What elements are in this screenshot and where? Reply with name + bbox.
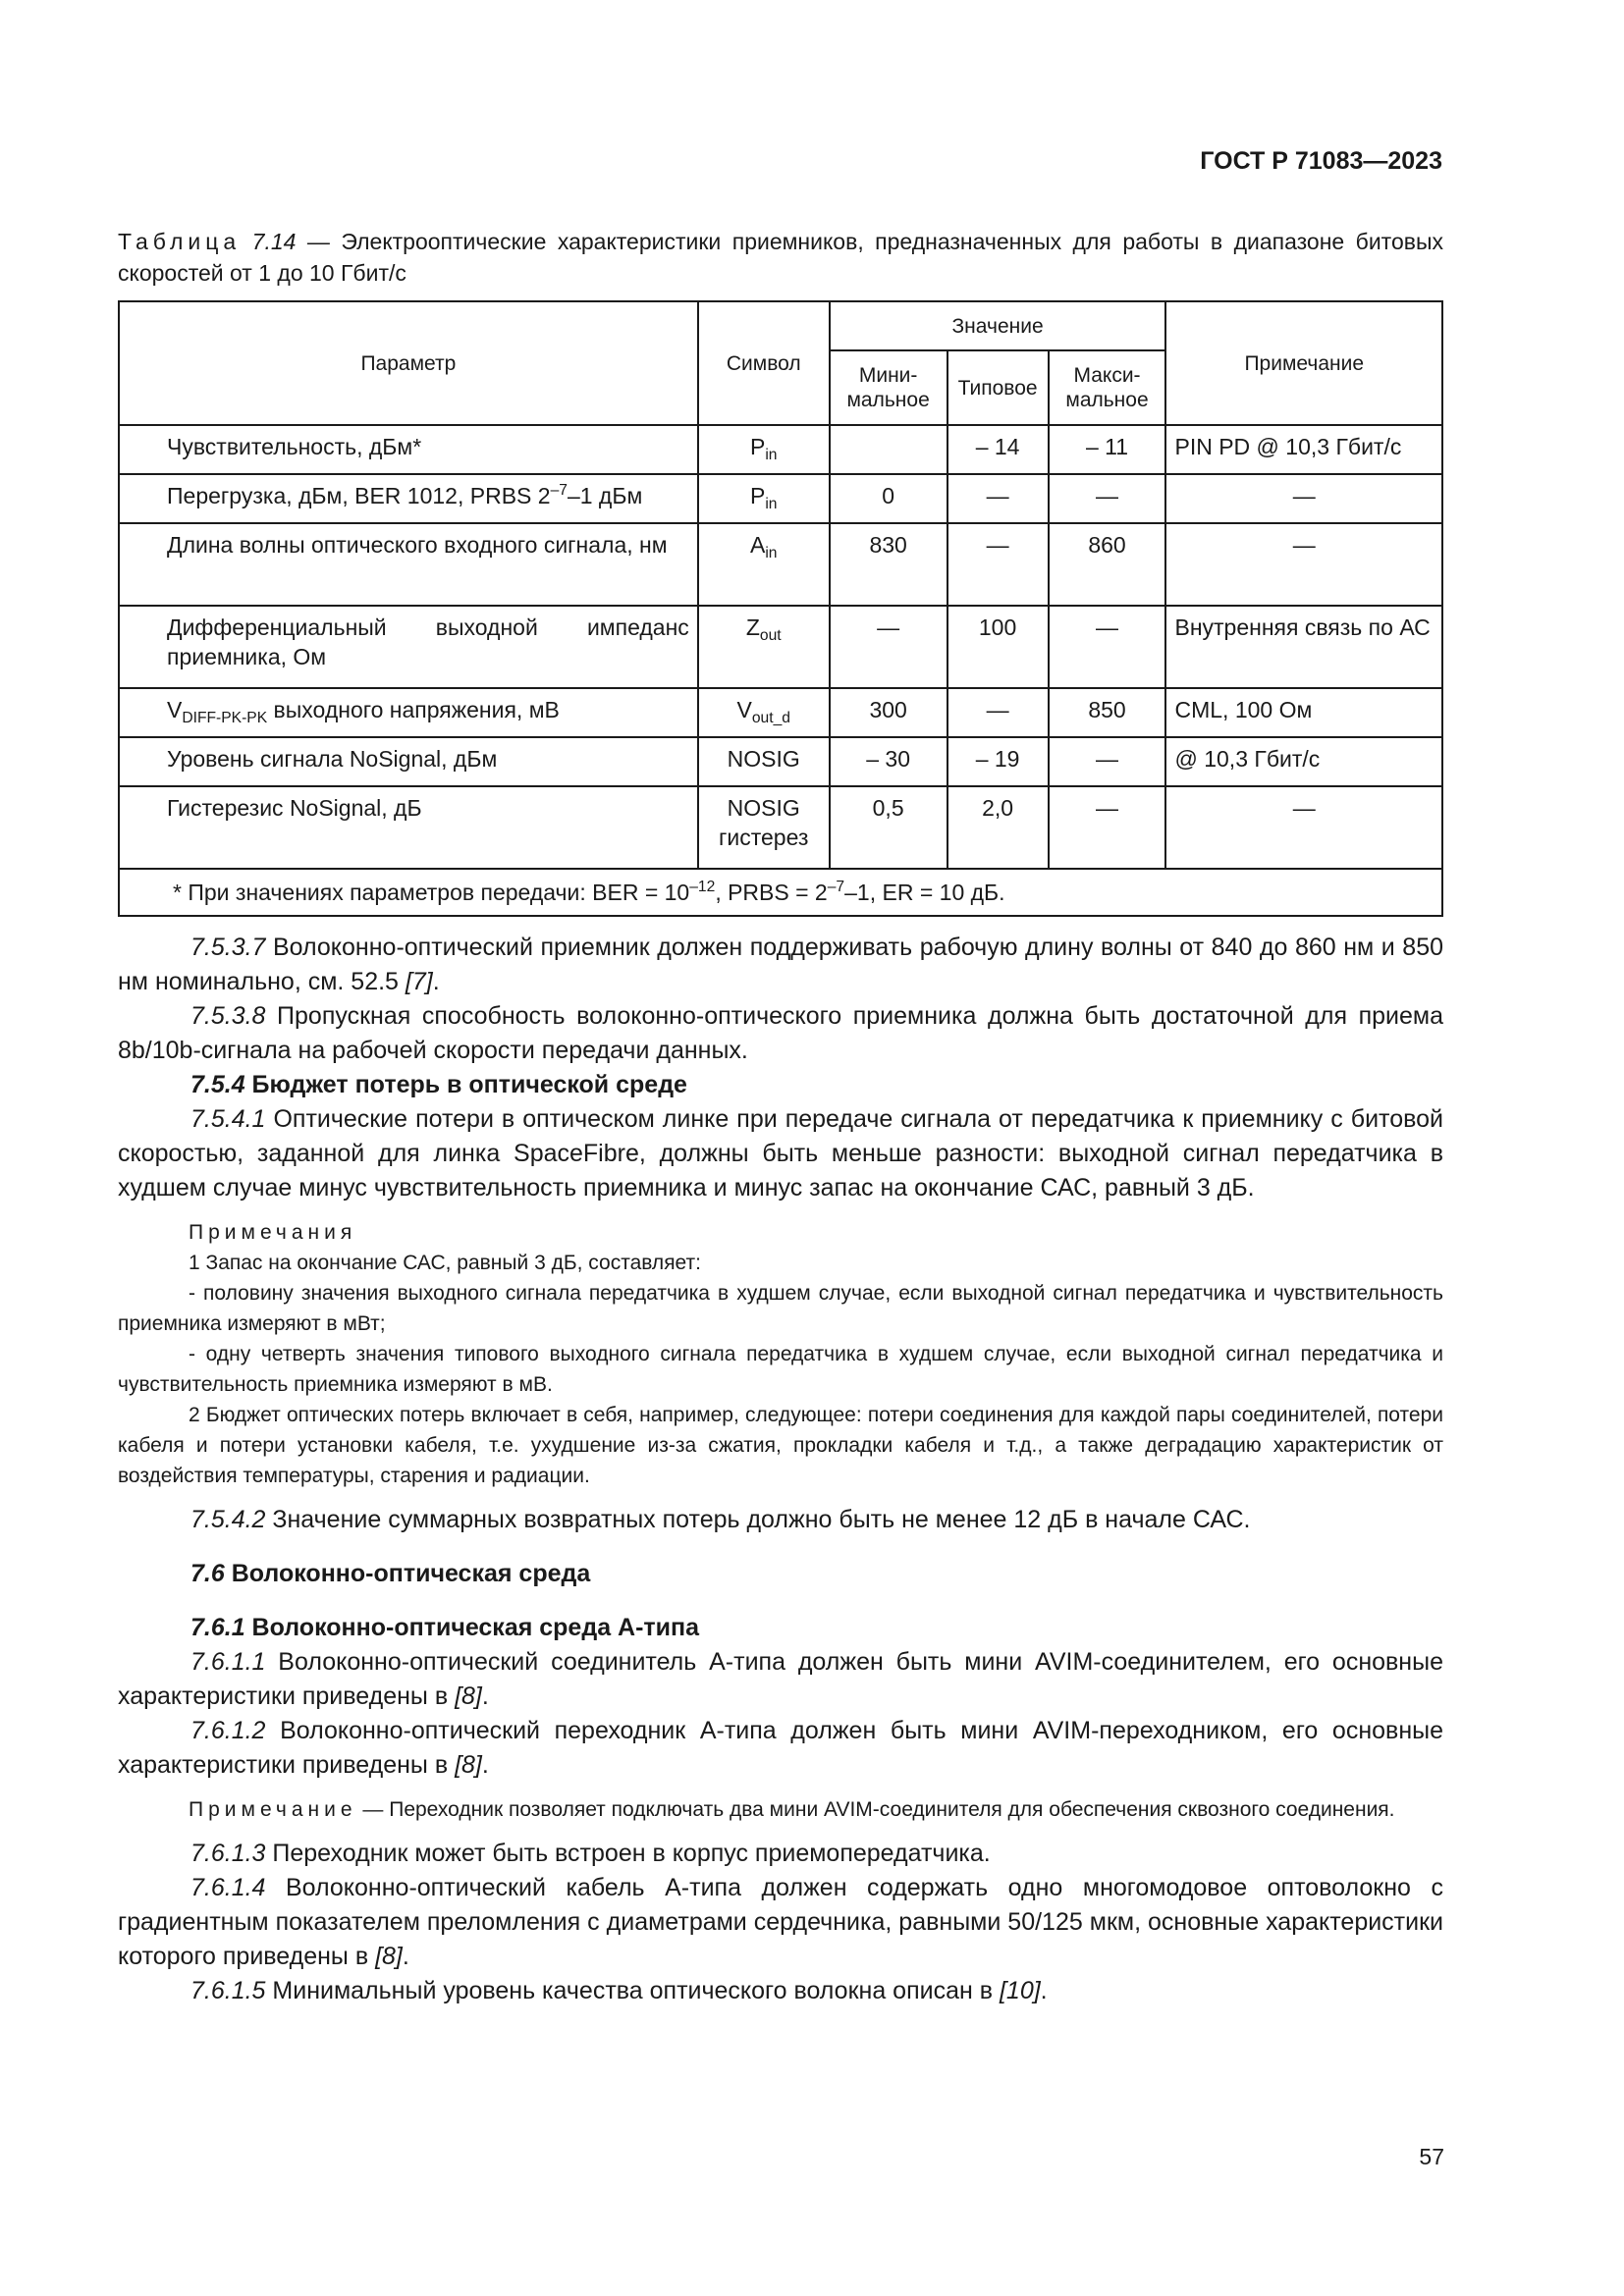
- para-end: .: [432, 968, 440, 995]
- cell-param: Дифференциальный выходной импеданс приемника, Ом: [119, 606, 698, 688]
- para-text: Пропускная способность волоконно-оптического приемника должна быть достаточной для приема 8b/10b-сигнала на рабочей скорости передачи данных.: [118, 1002, 1443, 1064]
- para-text: Минимальный уровень качества оптического волокна описан в: [265, 1977, 1000, 2004]
- reference: [10]: [999, 1977, 1041, 2004]
- cell-min: 0,5: [830, 786, 947, 869]
- header-min: Мини- мальное: [830, 350, 947, 425]
- cell-symbol: $V_{out\_d}$: [698, 688, 830, 737]
- spec-table: [118, 300, 1443, 917]
- para-7-6-1-2: [118, 1714, 1443, 1783]
- cell-max: 860: [1049, 523, 1166, 606]
- heading-number: 7.6.1: [190, 1614, 245, 1641]
- notes-title: Примечания: [189, 1221, 357, 1244]
- cell-typ: 100: [947, 606, 1049, 688]
- table-row: [119, 523, 1442, 606]
- cell-note: PIN PD @ 10,3 Гбит/с: [1165, 425, 1442, 474]
- para-text: Волоконно-оптический кабель А-типа должен содержать одно многомодовое оптоволокно с градиентным показателем преломления с диаметрами сердечника, равными 50/125 мкм, основные характеристики которого приведены в: [118, 1874, 1443, 1970]
- para-7-5-3-8: [118, 999, 1443, 1068]
- cell-typ: —: [947, 523, 1049, 606]
- heading-number: 7.6: [190, 1560, 225, 1587]
- para-text: Оптические потери в оптическом линке при передаче сигнала от передатчика к приемнику с битовой скоростью, заданной для линка SpaceFibre, должны быть меньше разности: выходной сигнал передатчика в худшем случае минус чувствительность приемника и минус запас на окончание САС, равный 3 дБ.: [118, 1105, 1443, 1201]
- cell-max: 850: [1049, 688, 1166, 737]
- para-number: 7.5.3.7: [190, 934, 266, 961]
- para-number: 7.5.3.8: [190, 1002, 266, 1030]
- note-1a: - половину значения выходного сигнала передатчика в худшем случае, если выходной сигнал передатчика и чувствительность приемника измеряют в мВт;: [118, 1282, 1443, 1335]
- cell-param: Перегрузка, дБм, BER 1012, PRBS $2^{-7}-1$ дБм: [119, 474, 698, 523]
- cell-note: @ 10,3 Гбит/с: [1165, 737, 1442, 786]
- heading-7-5-4: [118, 1068, 1443, 1102]
- cell-note: Внутренняя связь по АС: [1165, 606, 1442, 688]
- table-row: [119, 786, 1442, 869]
- cell-param: Уровень сигнала NoSignal, дБм: [119, 737, 698, 786]
- table-caption-text: — Электрооптические характеристики приемников, предназначенных для работы в диапазоне битовых скоростей от 1 до 10 Гбит/с: [118, 229, 1443, 286]
- table-caption: [118, 226, 1443, 289]
- cell-max: —: [1049, 737, 1166, 786]
- cell-symbol: NOSIG гистерез: [698, 786, 830, 869]
- heading-7-6: [118, 1557, 1443, 1591]
- cell-min: 0: [830, 474, 947, 523]
- para-7-6-1-1: [118, 1645, 1443, 1714]
- heading-text: Волоконно-оптическая среда А-типа: [244, 1614, 700, 1641]
- header-max: Макси- мальное: [1049, 350, 1166, 425]
- table-body: [119, 425, 1442, 869]
- para-number: 7.6.1.2: [190, 1717, 266, 1744]
- cell-max: —: [1049, 606, 1166, 688]
- para-end: .: [481, 1751, 489, 1779]
- header-symbol: Символ: [698, 301, 830, 425]
- cell-note: —: [1165, 523, 1442, 606]
- note-1: 1 Запас на окончание САС, равный 3 дБ, составляет:: [189, 1252, 701, 1274]
- para-number: 7.5.4.2: [190, 1506, 266, 1533]
- cell-typ: 2,0: [947, 786, 1049, 869]
- note-1b: - одну четверть значения типового выходного сигнала передатчика в худшем случае, если выходной сигнал передатчика и чувствительность приемника измеряют в мВ.: [118, 1343, 1443, 1396]
- para-end: .: [402, 1943, 409, 1970]
- cell-note: —: [1165, 786, 1442, 869]
- para-text: Волоконно-оптический соединитель А-типа должен быть мини AVIM-соединителем, его основные характеристики приведены в: [118, 1648, 1443, 1710]
- cell-symbol: NOSIG: [698, 737, 830, 786]
- document-body: [118, 931, 1443, 2008]
- reference: [8]: [455, 1682, 482, 1710]
- header-typ: Типовое: [947, 350, 1049, 425]
- header-param: Параметр: [119, 301, 698, 425]
- cell-symbol: $A_{in}$: [698, 523, 830, 606]
- note-adapter: [118, 1794, 1443, 1825]
- cell-min: – 30: [830, 737, 947, 786]
- cell-symbol: $P_{in}$: [698, 425, 830, 474]
- para-end: .: [1040, 1977, 1048, 2004]
- para-text: Переходник может быть встроен в корпус приемопередатчика.: [265, 1840, 991, 1867]
- reference: [7]: [405, 968, 433, 995]
- para-number: 7.6.1.5: [190, 1977, 266, 2004]
- para-text: Значение суммарных возвратных потерь должно быть не менее 12 дБ в начале САС.: [265, 1506, 1251, 1533]
- cell-max: – 11: [1049, 425, 1166, 474]
- para-end: .: [481, 1682, 489, 1710]
- cell-param: $V_{DIFF-PK-PK}$ выходного напряжения, мВ: [119, 688, 698, 737]
- notes-block: [118, 1217, 1443, 1491]
- table-row: [119, 474, 1442, 523]
- document-code: ГОСТ Р 71083—2023: [1200, 147, 1442, 175]
- para-number: 7.5.4.1: [190, 1105, 266, 1133]
- table-caption-number: 7.14: [251, 229, 297, 254]
- para-7-5-3-7: [118, 931, 1443, 999]
- reference: [8]: [375, 1943, 403, 1970]
- table-row: [119, 737, 1442, 786]
- para-number: 7.6.1.1: [190, 1648, 266, 1676]
- para-7-5-4-2: [118, 1503, 1443, 1537]
- note-2: 2 Бюджет оптических потерь включает в себя, например, следующее: потери соединения для каждой пары соединителей, потери кабеля и потери установки кабеля, т.е. ухудшение из-за сжатия, прокладки кабеля и т.д., а также деградацию характеристик от воздействия температуры, старения и радиации.: [118, 1404, 1443, 1487]
- table-row: [119, 425, 1442, 474]
- note-word: Примечание: [189, 1798, 357, 1821]
- para-7-5-4-1: [118, 1102, 1443, 1205]
- cell-symbol: $P_{in}$: [698, 474, 830, 523]
- para-text: Волоконно-оптический приемник должен поддерживать рабочую длину волны от 840 до 860 нм и 850 нм номинально, см. 52.5: [118, 934, 1443, 995]
- cell-param: Длина волны оптического входного сигнала, нм: [119, 523, 698, 606]
- cell-symbol: $Z_{out}$: [698, 606, 830, 688]
- table-footnote: * При значениях параметров передачи: BER = $10^{-12}$, PRBS = $2^{-7}-1$, ER = 10 дБ.: [119, 869, 1442, 916]
- cell-typ: —: [947, 474, 1049, 523]
- para-7-6-1-5: [118, 1974, 1443, 2008]
- cell-max: —: [1049, 474, 1166, 523]
- para-7-6-1-4: [118, 1871, 1443, 1974]
- cell-max: —: [1049, 786, 1166, 869]
- cell-min: [830, 425, 947, 474]
- heading-text: Волоконно-оптическая среда: [224, 1560, 591, 1587]
- cell-min: 830: [830, 523, 947, 606]
- cell-typ: – 19: [947, 737, 1049, 786]
- heading-number: 7.5.4: [190, 1071, 245, 1098]
- para-number: 7.6.1.3: [190, 1840, 266, 1867]
- table-caption-word: Таблица: [118, 229, 242, 254]
- cell-typ: —: [947, 688, 1049, 737]
- cell-param: Гистерезис NoSignal, дБ: [119, 786, 698, 869]
- cell-note: CML, 100 Ом: [1165, 688, 1442, 737]
- para-text: Волоконно-оптический переходник А-типа должен быть мини AVIM-переходником, его основные характеристики приведены в: [118, 1717, 1443, 1779]
- heading-7-6-1: [118, 1611, 1443, 1645]
- cell-min: 300: [830, 688, 947, 737]
- table-row: [119, 606, 1442, 688]
- reference: [8]: [455, 1751, 482, 1779]
- note-text: — Переходник позволяет подключать два мини AVIM-соединителя для обеспечения сквозного соединения.: [356, 1798, 1395, 1821]
- header-value: Значение: [830, 301, 1166, 350]
- cell-typ: – 14: [947, 425, 1049, 474]
- heading-text: Бюджет потерь в оптической среде: [244, 1071, 687, 1098]
- cell-param: Чувствительность, дБм*: [119, 425, 698, 474]
- cell-min: —: [830, 606, 947, 688]
- para-number: 7.6.1.4: [190, 1874, 266, 1901]
- page-number: 57: [1419, 2144, 1444, 2169]
- note-block: [118, 1794, 1443, 1825]
- header-note: Примечание: [1165, 301, 1442, 425]
- table-row: [119, 688, 1442, 737]
- cell-note: —: [1165, 474, 1442, 523]
- para-7-6-1-3: [118, 1837, 1443, 1871]
